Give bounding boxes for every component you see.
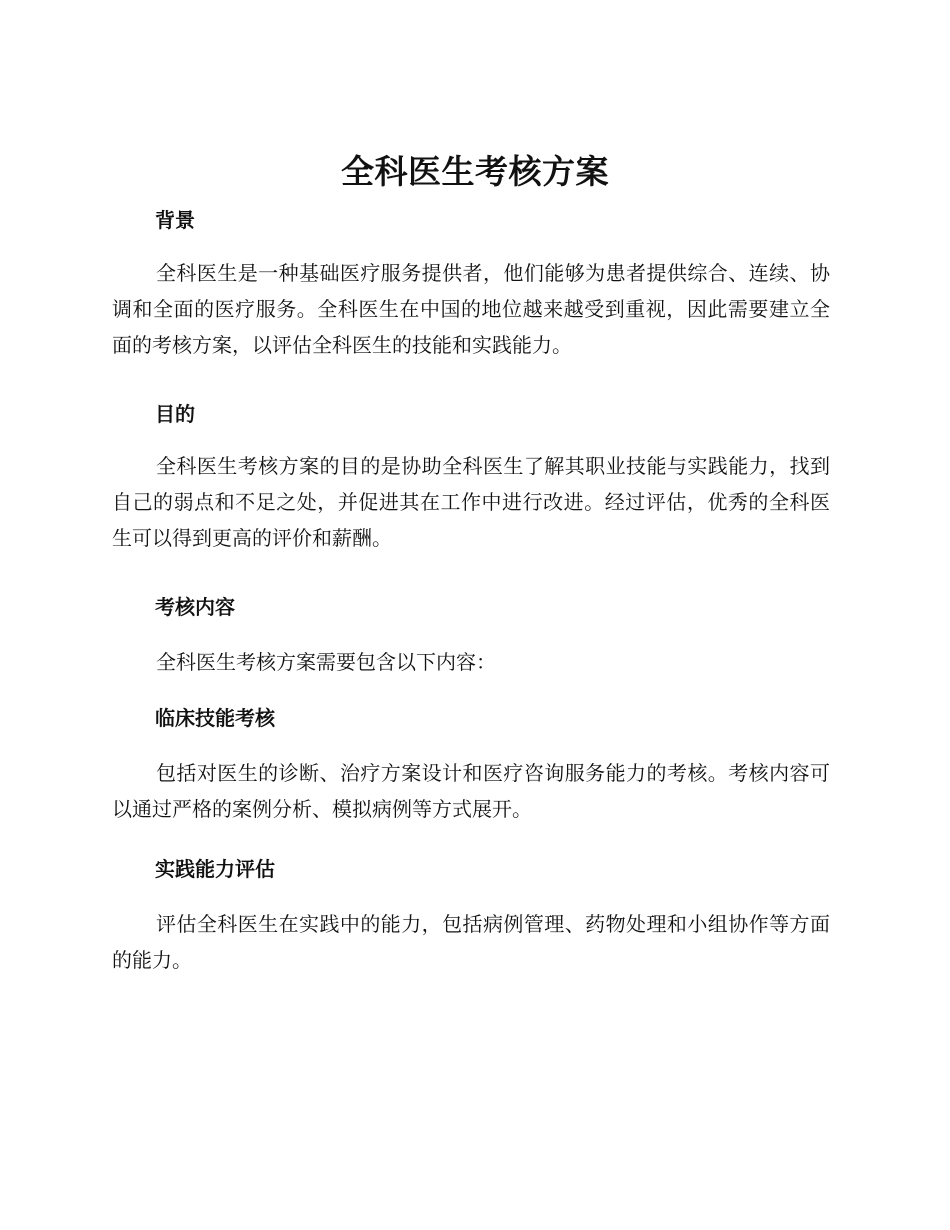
section-paragraph-assessment-content: 全科医生考核方案需要包含以下内容：: [156, 650, 496, 674]
section-heading-purpose: 目的: [155, 402, 195, 426]
section-heading-assessment-content: 考核内容: [155, 595, 235, 619]
section-paragraph-practical-ability: 评估全科医生在实践中的能力，包括病例管理、药物处理和小组协作等方面的能力。: [112, 912, 830, 972]
section-heading-clinical-skills: 临床技能考核: [155, 706, 275, 730]
section-heading-background: 背景: [155, 208, 195, 232]
document-title: 全科医生考核方案: [341, 152, 609, 191]
section-paragraph-background: 全科医生是一种基础医疗服务提供者，他们能够为患者提供综合、连续、协调和全面的医疗服务。全科医生在中国的地位越来越受到重视，因此需要建立全面的考核方案，以评估全科医生的技能和实践能力。: [112, 261, 830, 357]
section-paragraph-purpose: 全科医生考核方案的目的是协助全科医生了解其职业技能与实践能力，找到自己的弱点和不足之处，并促进其在工作中进行改进。经过评估，优秀的全科医生可以得到更高的评价和薪酬。: [112, 454, 830, 550]
section-heading-practical-ability: 实践能力评估: [155, 857, 275, 881]
section-paragraph-clinical-skills: 包括对医生的诊断、治疗方案设计和医疗咨询服务能力的考核。考核内容可以通过严格的案例分析、模拟病例等方式展开。: [112, 761, 830, 821]
